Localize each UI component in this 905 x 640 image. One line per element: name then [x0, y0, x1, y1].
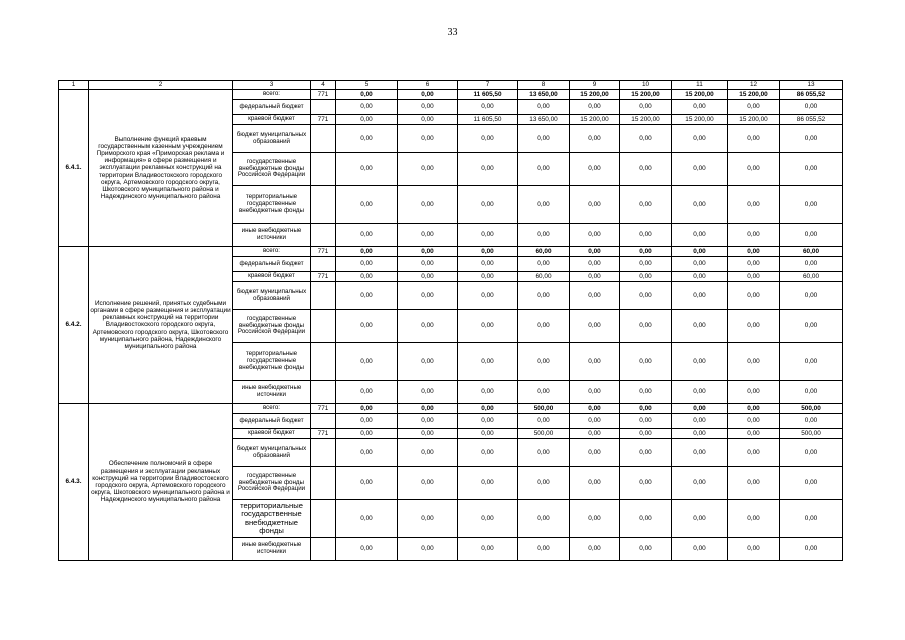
- amount-cell: 0,00: [672, 272, 728, 282]
- amount-cell: 0,00: [672, 153, 728, 186]
- amount-cell: 0,00: [728, 381, 780, 404]
- column-number-header: 9: [570, 81, 620, 90]
- amount-cell: 0,00: [398, 429, 458, 439]
- amount-cell: 0,00: [458, 282, 518, 310]
- funding-source: иные внебюджетные источники: [233, 381, 311, 404]
- amount-cell: 0,00: [336, 310, 398, 343]
- amount-cell: 0,00: [672, 439, 728, 467]
- measure-description: Исполнение решений, принятых судебными органами в сфере размещения и эксплуатации рекламных конструкций на территории Владивостокского городского округа, Артемовского городского округа, Шкотовского муниципального района, Надеждинского муниципального района: [89, 247, 233, 404]
- amount-cell: 0,00: [780, 125, 843, 153]
- grbs-code: 771: [311, 429, 336, 439]
- amount-cell: 0,00: [570, 343, 620, 381]
- amount-cell: 0,00: [458, 247, 518, 257]
- amount-cell: 0,00: [518, 257, 570, 272]
- amount-cell: 13 650,00: [518, 90, 570, 100]
- amount-cell: 0,00: [728, 310, 780, 343]
- amount-cell: 0,00: [336, 224, 398, 247]
- amount-cell: 0,00: [518, 500, 570, 538]
- amount-cell: 0,00: [570, 500, 620, 538]
- amount-cell: 0,00: [728, 224, 780, 247]
- amount-cell: 0,00: [672, 310, 728, 343]
- amount-cell: 0,00: [728, 272, 780, 282]
- amount-cell: 0,00: [518, 153, 570, 186]
- amount-cell: 0,00: [620, 538, 672, 561]
- amount-cell: 0,00: [620, 257, 672, 272]
- grbs-code: [311, 467, 336, 500]
- amount-cell: 0,00: [458, 439, 518, 467]
- amount-cell: 0,00: [518, 467, 570, 500]
- amount-cell: 0,00: [728, 439, 780, 467]
- funding-source: федеральный бюджет: [233, 414, 311, 429]
- grbs-code: 771: [311, 90, 336, 100]
- amount-cell: 0,00: [518, 538, 570, 561]
- measure-description: Обеспечение полномочий в сфере размещения и эксплуатации рекламных конструкций на территории Владивостокского городского округа, Артемовского городского округа, Шкотовского муниципального района и Надеждинского муниципального района: [89, 404, 233, 561]
- funding-source: территориальные государственные внебюджетные фонды: [233, 343, 311, 381]
- table-row-total: [59, 90, 843, 100]
- amount-cell: 15 200,00: [570, 90, 620, 100]
- amount-cell: 0,00: [570, 247, 620, 257]
- funding-source: государственные внебюджетные фонды Российской Федерации: [233, 467, 311, 500]
- table-row-total: [59, 247, 843, 257]
- amount-cell: 0,00: [780, 500, 843, 538]
- funding-source: бюджет муниципальных образований: [233, 282, 311, 310]
- amount-cell: 0,00: [398, 310, 458, 343]
- amount-cell: 0,00: [780, 414, 843, 429]
- amount-cell: 0,00: [458, 381, 518, 404]
- measure-code: 6.4.1.: [59, 90, 89, 247]
- amount-cell: 0,00: [458, 153, 518, 186]
- grbs-code: [311, 439, 336, 467]
- grbs-code: [311, 125, 336, 153]
- column-number-header: 10: [620, 81, 672, 90]
- grbs-code: [311, 153, 336, 186]
- grbs-code: 771: [311, 247, 336, 257]
- amount-cell: 0,00: [570, 381, 620, 404]
- grbs-code: [311, 186, 336, 224]
- amount-cell: 0,00: [672, 404, 728, 414]
- amount-cell: 0,00: [518, 282, 570, 310]
- amount-cell: 0,00: [398, 538, 458, 561]
- amount-cell: 0,00: [518, 381, 570, 404]
- amount-cell: 0,00: [398, 414, 458, 429]
- amount-cell: 0,00: [570, 414, 620, 429]
- amount-cell: 15 200,00: [672, 90, 728, 100]
- amount-cell: 0,00: [518, 125, 570, 153]
- grbs-code: 771: [311, 404, 336, 414]
- column-number-header: 8: [518, 81, 570, 90]
- amount-cell: 0,00: [728, 429, 780, 439]
- funding-source: территориальные государственные внебюджетные фонды: [233, 186, 311, 224]
- amount-cell: 0,00: [780, 224, 843, 247]
- amount-cell: 0,00: [728, 247, 780, 257]
- amount-cell: 0,00: [398, 247, 458, 257]
- amount-cell: 15 200,00: [728, 90, 780, 100]
- amount-cell: 0,00: [570, 153, 620, 186]
- amount-cell: 0,00: [672, 381, 728, 404]
- column-number-header: 12: [728, 81, 780, 90]
- measure-code: 6.4.3.: [59, 404, 89, 561]
- amount-cell: 0,00: [672, 282, 728, 310]
- amount-cell: 0,00: [780, 186, 843, 224]
- amount-cell: 0,00: [458, 343, 518, 381]
- column-number-header: 6: [398, 81, 458, 90]
- amount-cell: 0,00: [620, 224, 672, 247]
- funding-source: бюджет муниципальных образований: [233, 439, 311, 467]
- funding-source: бюджет муниципальных образований: [233, 125, 311, 153]
- grbs-code: [311, 224, 336, 247]
- amount-cell: 0,00: [728, 538, 780, 561]
- amount-cell: 0,00: [570, 186, 620, 224]
- amount-cell: 0,00: [620, 343, 672, 381]
- funding-source: государственные внебюджетные фонды Российской Федерации: [233, 310, 311, 343]
- funding-source: иные внебюджетные источники: [233, 538, 311, 561]
- amount-cell: 0,00: [398, 186, 458, 224]
- amount-cell: 0,00: [570, 429, 620, 439]
- amount-cell: 0,00: [620, 282, 672, 310]
- amount-cell: 0,00: [336, 257, 398, 272]
- amount-cell: 0,00: [620, 381, 672, 404]
- amount-cell: 0,00: [728, 153, 780, 186]
- column-number-header: 7: [458, 81, 518, 90]
- amount-cell: 0,00: [458, 414, 518, 429]
- amount-cell: 0,00: [398, 381, 458, 404]
- amount-cell: 0,00: [780, 282, 843, 310]
- funding-source: иные внебюджетные источники: [233, 224, 311, 247]
- amount-cell: 0,00: [728, 100, 780, 115]
- amount-cell: 60,00: [518, 247, 570, 257]
- funding-source: федеральный бюджет: [233, 257, 311, 272]
- amount-cell: 0,00: [458, 100, 518, 115]
- amount-cell: 0,00: [458, 429, 518, 439]
- amount-cell: 0,00: [398, 439, 458, 467]
- column-number-header: 3: [233, 81, 311, 90]
- funding-source: всего:: [233, 247, 311, 257]
- amount-cell: 0,00: [518, 100, 570, 115]
- amount-cell: 0,00: [728, 414, 780, 429]
- amount-cell: 0,00: [780, 538, 843, 561]
- budget-table: [58, 80, 843, 561]
- amount-cell: 0,00: [570, 224, 620, 247]
- grbs-code: [311, 343, 336, 381]
- amount-cell: 0,00: [518, 414, 570, 429]
- amount-cell: 0,00: [780, 467, 843, 500]
- amount-cell: 0,00: [336, 115, 398, 125]
- amount-cell: 11 605,50: [458, 115, 518, 125]
- amount-cell: 0,00: [398, 115, 458, 125]
- amount-cell: 0,00: [570, 439, 620, 467]
- amount-cell: 0,00: [620, 467, 672, 500]
- amount-cell: 0,00: [336, 343, 398, 381]
- amount-cell: 0,00: [518, 343, 570, 381]
- measure-description: Выполнение функций краевым государственным казенным учреждением Приморского края «Приморская реклама и информация» в сфере размещения и эксплуатации рекламных конструкций на территории Владивостокского городского округа, Артемовского городского округа, Шкотовского муниципального района и Надеждинского муниципального района: [89, 90, 233, 247]
- amount-cell: 0,00: [398, 500, 458, 538]
- amount-cell: 0,00: [336, 125, 398, 153]
- amount-cell: 60,00: [780, 272, 843, 282]
- amount-cell: 15 200,00: [728, 115, 780, 125]
- amount-cell: 0,00: [336, 500, 398, 538]
- amount-cell: 0,00: [672, 414, 728, 429]
- amount-cell: 0,00: [336, 272, 398, 282]
- amount-cell: 0,00: [336, 381, 398, 404]
- amount-cell: 0,00: [398, 90, 458, 100]
- amount-cell: 0,00: [672, 186, 728, 224]
- amount-cell: 0,00: [620, 247, 672, 257]
- amount-cell: 0,00: [728, 500, 780, 538]
- amount-cell: 0,00: [518, 310, 570, 343]
- amount-cell: 0,00: [780, 153, 843, 186]
- amount-cell: 0,00: [570, 272, 620, 282]
- amount-cell: 60,00: [780, 247, 843, 257]
- amount-cell: 0,00: [336, 90, 398, 100]
- amount-cell: 0,00: [570, 310, 620, 343]
- amount-cell: 0,00: [336, 538, 398, 561]
- amount-cell: 0,00: [398, 257, 458, 272]
- amount-cell: 0,00: [728, 125, 780, 153]
- amount-cell: 0,00: [518, 186, 570, 224]
- funding-source: всего:: [233, 404, 311, 414]
- column-number-header: 13: [780, 81, 843, 90]
- amount-cell: 0,00: [398, 343, 458, 381]
- amount-cell: 0,00: [780, 100, 843, 115]
- amount-cell: 0,00: [672, 500, 728, 538]
- amount-cell: 0,00: [458, 272, 518, 282]
- measure-code: 6.4.2.: [59, 247, 89, 404]
- amount-cell: 0,00: [398, 224, 458, 247]
- funding-source: территориальные государственные внебюджетные фонды: [233, 500, 311, 538]
- amount-cell: 0,00: [518, 224, 570, 247]
- amount-cell: 0,00: [570, 538, 620, 561]
- header-row: [59, 81, 843, 90]
- amount-cell: 500,00: [518, 404, 570, 414]
- amount-cell: 15 200,00: [672, 115, 728, 125]
- grbs-code: [311, 310, 336, 343]
- amount-cell: 11 605,50: [458, 90, 518, 100]
- amount-cell: 13 650,00: [518, 115, 570, 125]
- column-number-header: 2: [89, 81, 233, 90]
- amount-cell: 0,00: [458, 186, 518, 224]
- amount-cell: 0,00: [336, 414, 398, 429]
- amount-cell: 0,00: [570, 282, 620, 310]
- amount-cell: 0,00: [780, 310, 843, 343]
- amount-cell: 500,00: [518, 429, 570, 439]
- amount-cell: 0,00: [458, 224, 518, 247]
- amount-cell: 0,00: [620, 272, 672, 282]
- amount-cell: 0,00: [398, 404, 458, 414]
- amount-cell: 0,00: [458, 257, 518, 272]
- amount-cell: 0,00: [672, 343, 728, 381]
- amount-cell: 0,00: [458, 404, 518, 414]
- amount-cell: 0,00: [336, 186, 398, 224]
- page-number: 33: [447, 27, 458, 38]
- amount-cell: 0,00: [570, 125, 620, 153]
- amount-cell: 0,00: [336, 467, 398, 500]
- amount-cell: 0,00: [458, 310, 518, 343]
- amount-cell: 0,00: [570, 467, 620, 500]
- amount-cell: 0,00: [336, 429, 398, 439]
- amount-cell: 0,00: [672, 429, 728, 439]
- amount-cell: 0,00: [398, 282, 458, 310]
- amount-cell: 0,00: [620, 186, 672, 224]
- grbs-code: [311, 282, 336, 310]
- amount-cell: 0,00: [336, 153, 398, 186]
- amount-cell: 0,00: [518, 439, 570, 467]
- amount-cell: 0,00: [728, 467, 780, 500]
- amount-cell: 86 055,52: [780, 90, 843, 100]
- amount-cell: 0,00: [620, 125, 672, 153]
- funding-source: краевой бюджет: [233, 115, 311, 125]
- amount-cell: 0,00: [398, 125, 458, 153]
- funding-source: государственные внебюджетные фонды Российской Федерации: [233, 153, 311, 186]
- amount-cell: 0,00: [620, 429, 672, 439]
- amount-cell: 0,00: [620, 153, 672, 186]
- amount-cell: 60,00: [518, 272, 570, 282]
- grbs-code: [311, 414, 336, 429]
- grbs-code: 771: [311, 272, 336, 282]
- amount-cell: 0,00: [458, 538, 518, 561]
- grbs-code: [311, 500, 336, 538]
- amount-cell: 0,00: [336, 100, 398, 115]
- amount-cell: 0,00: [672, 257, 728, 272]
- amount-cell: 0,00: [780, 381, 843, 404]
- amount-cell: 0,00: [672, 538, 728, 561]
- funding-source: федеральный бюджет: [233, 100, 311, 115]
- amount-cell: 15 200,00: [620, 115, 672, 125]
- column-number-header: 11: [672, 81, 728, 90]
- amount-cell: 0,00: [728, 343, 780, 381]
- amount-cell: 0,00: [728, 282, 780, 310]
- amount-cell: 0,00: [620, 404, 672, 414]
- column-number-header: 1: [59, 81, 89, 90]
- funding-source: всего:: [233, 90, 311, 100]
- amount-cell: 0,00: [398, 272, 458, 282]
- grbs-code: 771: [311, 115, 336, 125]
- amount-cell: 0,00: [780, 439, 843, 467]
- amount-cell: 500,00: [780, 404, 843, 414]
- amount-cell: 0,00: [672, 467, 728, 500]
- amount-cell: 0,00: [620, 439, 672, 467]
- amount-cell: 0,00: [398, 100, 458, 115]
- amount-cell: 0,00: [570, 257, 620, 272]
- amount-cell: 0,00: [620, 100, 672, 115]
- amount-cell: 0,00: [620, 500, 672, 538]
- amount-cell: 0,00: [336, 247, 398, 257]
- column-number-header: 5: [336, 81, 398, 90]
- amount-cell: 0,00: [672, 100, 728, 115]
- funding-source: краевой бюджет: [233, 429, 311, 439]
- amount-cell: 0,00: [398, 467, 458, 500]
- grbs-code: [311, 100, 336, 115]
- amount-cell: 0,00: [728, 404, 780, 414]
- amount-cell: 0,00: [620, 414, 672, 429]
- amount-cell: 0,00: [672, 247, 728, 257]
- amount-cell: 0,00: [458, 500, 518, 538]
- amount-cell: 500,00: [780, 429, 843, 439]
- funding-source: краевой бюджет: [233, 272, 311, 282]
- grbs-code: [311, 257, 336, 272]
- amount-cell: 0,00: [458, 467, 518, 500]
- amount-cell: 0,00: [570, 100, 620, 115]
- amount-cell: 0,00: [672, 125, 728, 153]
- amount-cell: 0,00: [780, 257, 843, 272]
- amount-cell: 15 200,00: [620, 90, 672, 100]
- amount-cell: 0,00: [336, 404, 398, 414]
- column-number-header: 4: [311, 81, 336, 90]
- grbs-code: [311, 538, 336, 561]
- amount-cell: 15 200,00: [570, 115, 620, 125]
- amount-cell: 0,00: [728, 257, 780, 272]
- amount-cell: 0,00: [620, 310, 672, 343]
- amount-cell: 0,00: [780, 343, 843, 381]
- amount-cell: 0,00: [570, 404, 620, 414]
- amount-cell: 0,00: [672, 224, 728, 247]
- amount-cell: 86 055,52: [780, 115, 843, 125]
- grbs-code: [311, 381, 336, 404]
- amount-cell: 0,00: [728, 186, 780, 224]
- amount-cell: 0,00: [336, 439, 398, 467]
- amount-cell: 0,00: [458, 125, 518, 153]
- amount-cell: 0,00: [398, 153, 458, 186]
- table-row-total: [59, 404, 843, 414]
- amount-cell: 0,00: [336, 282, 398, 310]
